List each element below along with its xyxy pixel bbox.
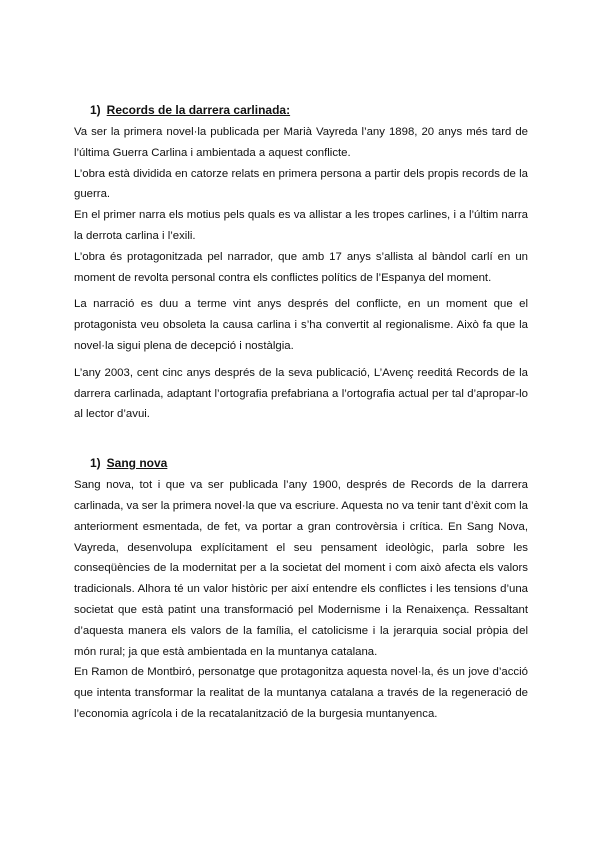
- heading-title: Sang nova: [106, 456, 168, 471]
- paragraph: L’any 2003, cent cinc anys després de la seva publicació, L’Avenç reeditá Records de la darrera carlinada, adaptant l’ortografia prefabriana a l’ortografia actual per tal d’apropar-lo al lector d’avui.: [74, 366, 528, 421]
- paragraph: L’obra està dividida en catorze relats en primera persona a partir dels propis records de la guerra.: [74, 167, 528, 201]
- document-body: [74, 102, 528, 725]
- section-records: [74, 102, 528, 425]
- paragraph: La narració es duu a terme vint anys després del conflicte, en un moment que el protagonista veu obsoleta la causa carlina i s’ha convertit al regionalisme. Això fa que la novel·la sigui plena de decepció i nostàlgia.: [74, 298, 528, 352]
- paragraph: Sang nova, tot i que va ser publicada l’any 1900, després de Records de la darrera carlinada, va ser la primera novel·la que va escriure. Aquesta no va tenir tant d’èxit com la anteriorment esmentada, de fet, va portar a gran controvèrsia i crítica. En Sang Nova, Vayreda, desenvolupa explícitament el seu pensament ideològic, parla sobre les conseqüències de la modernitat per a la societat del moment i com això afecta els valors tradicionals. Alhora té un valor històric per així entendre els conflictes i les tensions d’una societat que està patint una transformació pel Modernisme i la Renaixença. Ressaltant d’aquesta manera els valors de la família, el catolicisme i la jerarquia social pròpia del món rural; ja que està ambientada en la muntanya catalana.: [74, 479, 528, 658]
- paragraph: L’obra és protagonitzada pel narrador, que amb 17 anys s’allista al bàndol carlí en un moment de revolta personal contra els conflictes polítics de l’Espanya del moment.: [74, 250, 528, 284]
- section-heading: [90, 455, 528, 471]
- section-heading: [90, 102, 528, 118]
- paragraph: En Ramon de Montbiró, personatge que protagonitza aquesta novel·la, és un jove d’acció que intenta transformar la realitat de la muntanya catalana a través de la regeneració de l’economia agrícola i de la recatalanització de la burgesia muntanyenca.: [74, 666, 528, 720]
- heading-number: 1): [90, 456, 101, 471]
- heading-title: Records de la darrera carlinada:: [106, 103, 291, 117]
- section-sang-nova: [74, 455, 528, 725]
- paragraph: En el primer narra els motius pels quals es va allistar a les tropes carlines, i a l’últim narra la derrota carlina i l’exili.: [74, 209, 528, 242]
- heading-number: 1): [90, 103, 101, 117]
- paragraph: Va ser la primera novel·la publicada per Marià Vayreda l’any 1898, 20 anys més tard de l’última Guerra Carlina i ambientada a aquest conflicte.: [74, 126, 528, 159]
